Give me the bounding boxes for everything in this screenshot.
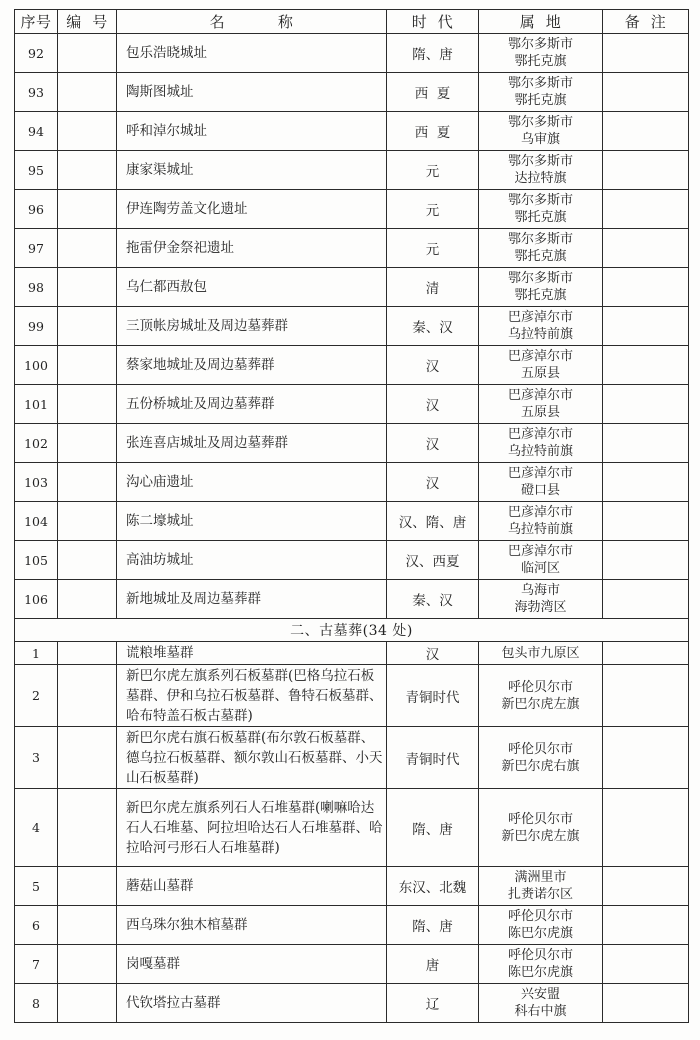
table-body <box>15 34 689 1023</box>
note-cell <box>603 229 689 268</box>
code-cell <box>58 463 117 502</box>
location-cell <box>479 580 603 619</box>
table-row <box>15 945 689 984</box>
section-title: 二、古墓葬(34 处) <box>15 619 689 642</box>
seq-cell: 4 <box>15 789 58 867</box>
era-cell: 元 <box>387 190 479 229</box>
code-cell <box>58 151 117 190</box>
code-cell <box>58 541 117 580</box>
location-line: 兴安盟 <box>520 987 560 1002</box>
location-line: 海勃湾区 <box>514 600 567 615</box>
code-cell <box>58 229 117 268</box>
note-cell <box>603 665 689 727</box>
table-row <box>15 789 689 867</box>
location-line: 乌拉特前旗 <box>507 522 573 537</box>
table-row <box>15 642 689 665</box>
seq-cell: 97 <box>15 229 58 268</box>
name-cell: 新地城址及周边墓葬群 <box>117 580 387 619</box>
location-line: 鄂托克旗 <box>514 54 567 69</box>
table-row <box>15 665 689 727</box>
note-cell <box>603 945 689 984</box>
location-cell <box>479 789 603 867</box>
location-cell <box>479 268 603 307</box>
location-cell <box>479 346 603 385</box>
name-cell: 西乌珠尔独木棺墓群 <box>117 906 387 945</box>
note-cell <box>603 190 689 229</box>
note-cell <box>603 307 689 346</box>
note-cell <box>603 727 689 789</box>
location-line: 新巴尔虎左旗 <box>501 696 580 712</box>
seq-cell: 94 <box>15 112 58 151</box>
location-line: 磴口县 <box>520 483 560 498</box>
name-cell: 乌仁都西敖包 <box>117 268 387 307</box>
seq-cell: 96 <box>15 190 58 229</box>
table-row <box>15 463 689 502</box>
name-cell: 张连喜店城址及周边墓葬群 <box>117 424 387 463</box>
code-cell <box>58 502 117 541</box>
location-line: 呼伦贝尔市 <box>507 909 573 924</box>
location-line: 鄂尔多斯市 <box>507 232 573 247</box>
code-cell <box>58 642 117 665</box>
name-cell: 高油坊城址 <box>117 541 387 580</box>
location-cell <box>479 867 603 906</box>
note-cell <box>603 906 689 945</box>
seq-cell: 106 <box>15 580 58 619</box>
location-cell <box>479 727 603 789</box>
note-cell <box>603 112 689 151</box>
name-cell: 新巴尔虎左旗系列石板墓群(巴格乌拉石板墓群、伊和乌拉石板墓群、鲁特石板墓群、哈布特盖石板古墓群) <box>117 665 387 727</box>
note-cell <box>603 463 689 502</box>
location-line: 五原县 <box>520 366 560 381</box>
location-line: 巴彦淖尔市 <box>507 466 573 481</box>
table-row <box>15 73 689 112</box>
location-line: 巴彦淖尔市 <box>507 505 573 520</box>
location-line: 乌审旗 <box>520 132 560 147</box>
location-line: 鄂托克旗 <box>514 93 567 108</box>
name-cell: 包乐浩晓城址 <box>117 34 387 73</box>
era-cell: 西 夏 <box>387 73 479 112</box>
table-row <box>15 424 689 463</box>
location-line: 呼伦贝尔市 <box>507 948 573 963</box>
header-note: 备 注 <box>603 10 689 34</box>
name-cell: 代钦塔拉古墓群 <box>117 984 387 1023</box>
location-cell <box>479 34 603 73</box>
seq-cell: 7 <box>15 945 58 984</box>
note-cell <box>603 502 689 541</box>
location-line: 乌海市 <box>520 583 560 598</box>
location-line: 鄂尔多斯市 <box>507 193 573 208</box>
location-cell <box>479 229 603 268</box>
code-cell <box>58 665 117 727</box>
era-cell: 西 夏 <box>387 112 479 151</box>
seq-cell: 95 <box>15 151 58 190</box>
location-line: 包头市九原区 <box>501 645 580 661</box>
location-line: 巴彦淖尔市 <box>507 349 573 364</box>
location-cell <box>479 984 603 1023</box>
seq-cell: 98 <box>15 268 58 307</box>
code-cell <box>58 346 117 385</box>
note-cell <box>603 424 689 463</box>
location-cell <box>479 151 603 190</box>
code-cell <box>58 112 117 151</box>
era-cell: 辽 <box>387 984 479 1023</box>
name-cell: 新巴尔虎右旗石板墓群(布尔敦石板墓群、德乌拉石板墓群、额尔敦山石板墓群、小天山石板墓群) <box>117 727 387 789</box>
name-cell: 蔡家地城址及周边墓葬群 <box>117 346 387 385</box>
code-cell <box>58 906 117 945</box>
location-line: 扎赉诺尔区 <box>507 887 573 902</box>
code-cell <box>58 789 117 867</box>
location-cell <box>479 190 603 229</box>
table-row <box>15 906 689 945</box>
code-cell <box>58 945 117 984</box>
table-row <box>15 541 689 580</box>
code-cell <box>58 580 117 619</box>
header-code: 编 号 <box>58 10 117 34</box>
location-cell <box>479 541 603 580</box>
table-row <box>15 385 689 424</box>
table-row <box>15 229 689 268</box>
era-cell: 汉 <box>387 346 479 385</box>
seq-cell: 1 <box>15 642 58 665</box>
table-row <box>15 346 689 385</box>
location-line: 鄂尔多斯市 <box>507 37 573 52</box>
seq-cell: 5 <box>15 867 58 906</box>
note-cell <box>603 268 689 307</box>
location-line: 鄂托克旗 <box>514 249 567 264</box>
name-cell: 岗嘎墓群 <box>117 945 387 984</box>
name-cell: 康家渠城址 <box>117 151 387 190</box>
era-cell: 汉 <box>387 463 479 502</box>
location-line: 鄂托克旗 <box>514 210 567 225</box>
seq-cell: 104 <box>15 502 58 541</box>
location-line: 巴彦淖尔市 <box>507 544 573 559</box>
code-cell <box>58 34 117 73</box>
location-line: 五原县 <box>520 405 560 420</box>
seq-cell: 3 <box>15 727 58 789</box>
location-cell <box>479 307 603 346</box>
era-cell: 唐 <box>387 945 479 984</box>
note-cell <box>603 580 689 619</box>
era-cell: 隋、唐 <box>387 906 479 945</box>
header-seq: 序号 <box>15 10 58 34</box>
seq-cell: 100 <box>15 346 58 385</box>
location-line: 陈巴尔虎旗 <box>507 926 573 941</box>
table-row <box>15 190 689 229</box>
era-cell: 青铜时代 <box>387 665 479 727</box>
location-line: 鄂尔多斯市 <box>507 154 573 169</box>
table-row <box>15 727 689 789</box>
name-cell: 三顶帐房城址及周边墓葬群 <box>117 307 387 346</box>
note-cell <box>603 151 689 190</box>
location-cell <box>479 945 603 984</box>
era-cell: 隋、唐 <box>387 34 479 73</box>
note-cell <box>603 867 689 906</box>
location-line: 鄂尔多斯市 <box>507 271 573 286</box>
name-cell: 谎粮堆墓群 <box>117 642 387 665</box>
location-line: 临河区 <box>520 561 560 576</box>
name-cell: 拖雷伊金祭祀遗址 <box>117 229 387 268</box>
era-cell: 秦、汉 <box>387 307 479 346</box>
location-line: 陈巴尔虎旗 <box>507 965 573 980</box>
code-cell <box>58 424 117 463</box>
code-cell <box>58 984 117 1023</box>
code-cell <box>58 727 117 789</box>
location-line: 巴彦淖尔市 <box>507 388 573 403</box>
location-cell <box>479 424 603 463</box>
name-cell: 呼和淖尔城址 <box>117 112 387 151</box>
code-cell <box>58 190 117 229</box>
location-cell <box>479 642 603 665</box>
code-cell <box>58 268 117 307</box>
note-cell <box>603 385 689 424</box>
note-cell <box>603 34 689 73</box>
era-cell: 清 <box>387 268 479 307</box>
name-cell: 伊连陶劳盖文化遗址 <box>117 190 387 229</box>
header-era: 时 代 <box>387 10 479 34</box>
table-row <box>15 984 689 1023</box>
location-line: 巴彦淖尔市 <box>507 310 573 325</box>
location-line: 新巴尔虎右旗 <box>501 758 580 774</box>
location-line: 乌拉特前旗 <box>507 444 573 459</box>
seq-cell: 93 <box>15 73 58 112</box>
code-cell <box>58 385 117 424</box>
era-cell: 汉、西夏 <box>387 541 479 580</box>
seq-cell: 101 <box>15 385 58 424</box>
note-cell <box>603 73 689 112</box>
location-line: 新巴尔虎左旗 <box>501 828 580 844</box>
era-cell: 隋、唐 <box>387 789 479 867</box>
location-line: 达拉特旗 <box>514 171 567 186</box>
table-row <box>15 580 689 619</box>
era-cell: 秦、汉 <box>387 580 479 619</box>
era-cell: 汉 <box>387 385 479 424</box>
code-cell <box>58 307 117 346</box>
location-line: 呼伦贝尔市 <box>507 679 573 695</box>
name-cell: 五份桥城址及周边墓葬群 <box>117 385 387 424</box>
code-cell <box>58 73 117 112</box>
location-cell <box>479 112 603 151</box>
location-line: 鄂尔多斯市 <box>507 76 573 91</box>
name-cell: 新巴尔虎左旗系列石人石堆墓群(喇嘛哈达石人石堆墓、阿拉坦哈达石人石堆墓群、哈拉哈河弓形石人石堆墓群) <box>117 789 387 867</box>
table-row <box>15 867 689 906</box>
table-row <box>15 268 689 307</box>
location-line: 乌拉特前旗 <box>507 327 573 342</box>
table-row <box>15 112 689 151</box>
seq-cell: 92 <box>15 34 58 73</box>
seq-cell: 103 <box>15 463 58 502</box>
seq-cell: 2 <box>15 665 58 727</box>
header-location: 属 地 <box>479 10 603 34</box>
era-cell: 元 <box>387 229 479 268</box>
location-cell <box>479 665 603 727</box>
note-cell <box>603 789 689 867</box>
note-cell <box>603 346 689 385</box>
note-cell <box>603 642 689 665</box>
location-line: 鄂尔多斯市 <box>507 115 573 130</box>
name-cell: 陶斯图城址 <box>117 73 387 112</box>
section-row <box>15 619 689 642</box>
location-cell <box>479 906 603 945</box>
location-line: 鄂托克旗 <box>514 288 567 303</box>
location-cell <box>479 385 603 424</box>
seq-cell: 6 <box>15 906 58 945</box>
name-cell: 陈二壕城址 <box>117 502 387 541</box>
seq-cell: 102 <box>15 424 58 463</box>
table-header-row <box>15 10 689 34</box>
era-cell: 汉、隋、唐 <box>387 502 479 541</box>
seq-cell: 105 <box>15 541 58 580</box>
code-cell <box>58 867 117 906</box>
header-name: 名 称 <box>117 10 387 34</box>
table-row <box>15 307 689 346</box>
location-line: 呼伦贝尔市 <box>507 741 573 757</box>
seq-cell: 99 <box>15 307 58 346</box>
note-cell <box>603 541 689 580</box>
era-cell: 汉 <box>387 424 479 463</box>
location-line: 巴彦淖尔市 <box>507 427 573 442</box>
location-line: 科右中旗 <box>514 1004 567 1019</box>
name-cell: 蘑菇山墓群 <box>117 867 387 906</box>
location-cell <box>479 502 603 541</box>
note-cell <box>603 984 689 1023</box>
era-cell: 元 <box>387 151 479 190</box>
location-line: 呼伦贝尔市 <box>507 811 573 827</box>
location-cell <box>479 463 603 502</box>
heritage-sites-table <box>14 9 689 1023</box>
table-row <box>15 151 689 190</box>
era-cell: 青铜时代 <box>387 727 479 789</box>
era-cell: 东汉、北魏 <box>387 867 479 906</box>
table-row <box>15 502 689 541</box>
location-line: 满洲里市 <box>514 870 567 885</box>
seq-cell: 8 <box>15 984 58 1023</box>
location-cell <box>479 73 603 112</box>
era-cell: 汉 <box>387 642 479 665</box>
table-row <box>15 34 689 73</box>
name-cell: 沟心庙遗址 <box>117 463 387 502</box>
